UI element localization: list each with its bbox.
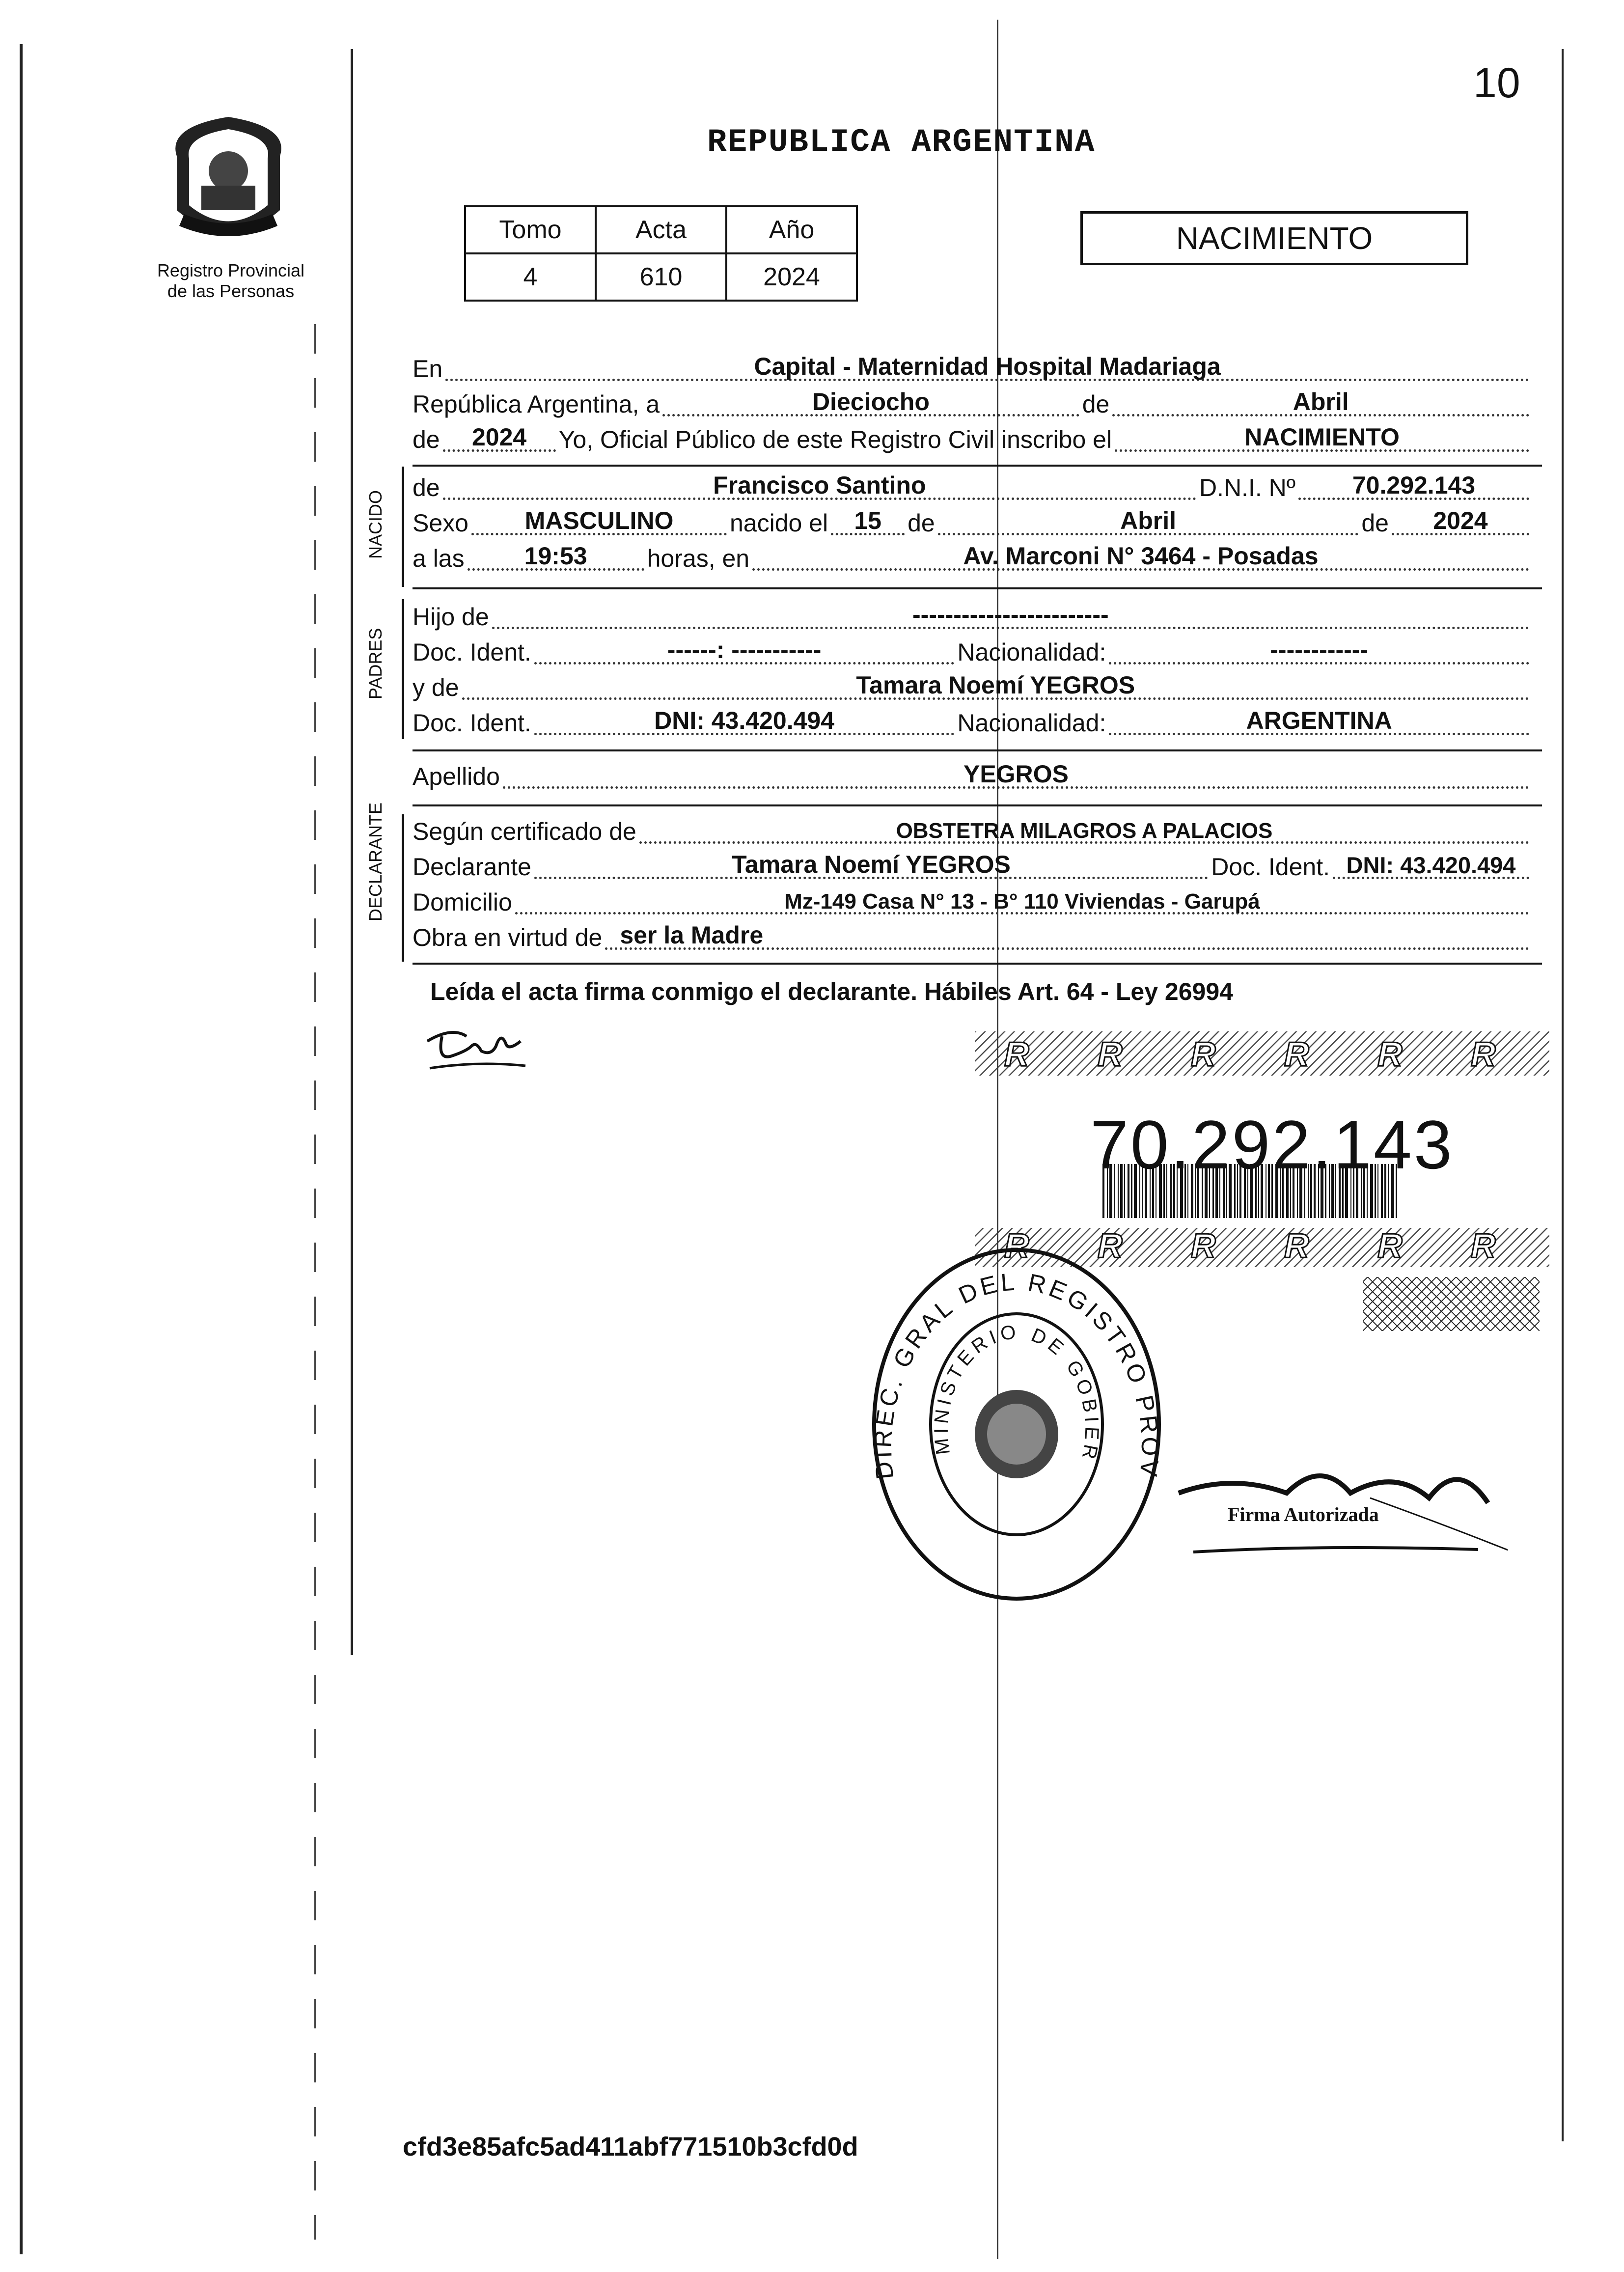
- year-value: 2024: [472, 423, 527, 451]
- official-stamp: [864, 1243, 1169, 1606]
- mother-name-value: Tamara Noemí YEGROS: [856, 671, 1135, 699]
- section-padres: PADRES: [365, 628, 385, 699]
- header-anio: Año: [726, 206, 857, 253]
- margin-dash-line: [314, 324, 316, 2240]
- sticker-number: 70.292.143: [1090, 1106, 1454, 1183]
- birth-month-value: Abril: [1120, 507, 1177, 534]
- header-tomo: Tomo: [465, 206, 596, 253]
- sticker-pattern-letter: R: [1191, 1035, 1216, 1073]
- sticker-pattern-letter: R: [1471, 1226, 1496, 1265]
- page-number: 10: [1473, 59, 1520, 107]
- row-declarante: Declarante Tamara Noemí YEGROS Doc. Ident. DNI: 43.420.494: [413, 852, 1532, 883]
- body-right-line: [1562, 49, 1564, 2141]
- sticker-pattern-letter: R: [1098, 1226, 1123, 1265]
- inscription-type-value: NACIMIENTO: [1244, 423, 1400, 451]
- section-nacido: NACIDO: [365, 490, 385, 559]
- sticker-pattern-letter: R: [1191, 1226, 1216, 1265]
- row-hora: a las 19:53 horas, en Av. Marconi N° 3464 - Posadas: [413, 543, 1532, 575]
- left-margin-line: [20, 44, 23, 2254]
- declarant-signature: [422, 1022, 530, 1076]
- province-seal: [147, 107, 309, 249]
- child-name-value: Francisco Santino: [713, 471, 926, 499]
- row-father-doc: Doc. Ident. ------: ----------- Nacionalidad: ------------: [413, 637, 1532, 668]
- registry-label: Registro Provincial de las Personas: [157, 260, 305, 301]
- sticker-pattern-letter: R: [1377, 1226, 1403, 1265]
- sticker-pattern-letter: R: [1377, 1035, 1403, 1073]
- row-y-de: y de Tamara Noemí YEGROS: [413, 672, 1532, 704]
- birth-place-value: Av. Marconi N° 3464 - Posadas: [963, 542, 1319, 570]
- row-hijo-de: Hijo de ------------------------: [413, 602, 1532, 633]
- sticker-pattern-letter: R: [1284, 1226, 1309, 1265]
- stamp-inner-text: MINISTERIO DE GOBIER: [930, 1321, 1103, 1465]
- row-certificado: Según certificado de OBSTETRA MILAGROS A PALACIOS: [413, 816, 1532, 848]
- birth-time-value: 19:53: [524, 542, 587, 570]
- month-value: Abril: [1293, 388, 1349, 416]
- surname-value: YEGROS: [963, 760, 1069, 788]
- certificate-value: OBSTETRA MILAGROS A PALACIOS: [896, 819, 1273, 843]
- document-hash: cfd3e85afc5ad411abf771510b3cfd0d: [403, 2132, 858, 2161]
- body-left-line: [351, 49, 353, 1655]
- value-tomo: 4: [465, 253, 596, 301]
- place-value: Capital - Maternidad Hospital Madariaga: [754, 353, 1221, 380]
- day-text-value: Dieciocho: [812, 388, 930, 416]
- row-mother-doc: Doc. Ident. DNI: 43.420.494 Nacionalidad: ARGENTINA: [413, 708, 1532, 739]
- document-title: REPUBLICA ARGENTINA: [707, 124, 1096, 161]
- row-domicilio: Domicilio Mz-149 Casa N° 13 - B° 110 Viviendas - Garupá: [413, 887, 1532, 918]
- row-nombre: de Francisco Santino D.N.I. Nº 70.292.143: [413, 472, 1532, 504]
- record-table: [464, 205, 858, 302]
- address-value: Mz-149 Casa N° 13 - B° 110 Viviendas - Garupá: [784, 889, 1260, 914]
- value-acta: 610: [596, 253, 726, 301]
- authorized-signature-title: Firma Autorizada: [1228, 1503, 1379, 1525]
- sticker-pattern-letter: R: [1471, 1035, 1496, 1073]
- legal-text: Leída el acta firma conmigo el declarante. Hábiles Art. 64 - Ley 26994: [430, 978, 1233, 1005]
- father-name-value: ------------------------: [912, 601, 1109, 628]
- sticker-pattern-letter: R: [1004, 1226, 1029, 1265]
- mother-nationality-value: ARGENTINA: [1246, 707, 1392, 734]
- declarant-name-value: Tamara Noemí YEGROS: [732, 851, 1011, 878]
- mother-doc-value: DNI: 43.420.494: [654, 707, 835, 734]
- record-type-box: NACIMIENTO: [1080, 211, 1468, 265]
- birth-day-value: 15: [854, 507, 881, 534]
- sticker-pattern-letter: R: [1284, 1035, 1309, 1073]
- birth-year-value: 2024: [1433, 507, 1488, 534]
- stamp-outer-text: DIREC. GRAL DEL REGISTRO PROV: [869, 1268, 1164, 1481]
- father-doc-value: ------: -----------: [667, 636, 822, 664]
- row-apellido: Apellido YEGROS: [413, 761, 1532, 793]
- row-en: En Capital - Maternidad Hospital Madariaga: [413, 354, 1532, 385]
- row-sexo: Sexo MASCULINO nacido el 15 de Abril de 2024: [413, 508, 1532, 539]
- sticker-pattern-letter: R: [1004, 1035, 1029, 1073]
- row-inscribe: de 2024 Yo, Oficial Público de este Registro Civil inscribo el NACIMIENTO: [413, 424, 1532, 456]
- section-declarante: DECLARANTE: [365, 802, 385, 921]
- value-anio: 2024: [726, 253, 857, 301]
- row-obra: Obra en virtud de ser la Madre: [413, 922, 1532, 954]
- father-nationality-value: ------------: [1270, 636, 1369, 664]
- row-republica: República Argentina, a Dieciocho de Abril: [413, 389, 1532, 420]
- header-acta: Acta: [596, 206, 726, 253]
- sticker-pattern-letter: R: [1098, 1035, 1123, 1073]
- child-dni-value: 70.292.143: [1352, 471, 1476, 499]
- sex-value: MASCULINO: [524, 507, 674, 534]
- capacity-value: ser la Madre: [620, 921, 764, 949]
- authorized-signature: [1174, 1439, 1508, 1596]
- declarant-doc-value: DNI: 43.420.494: [1346, 852, 1516, 878]
